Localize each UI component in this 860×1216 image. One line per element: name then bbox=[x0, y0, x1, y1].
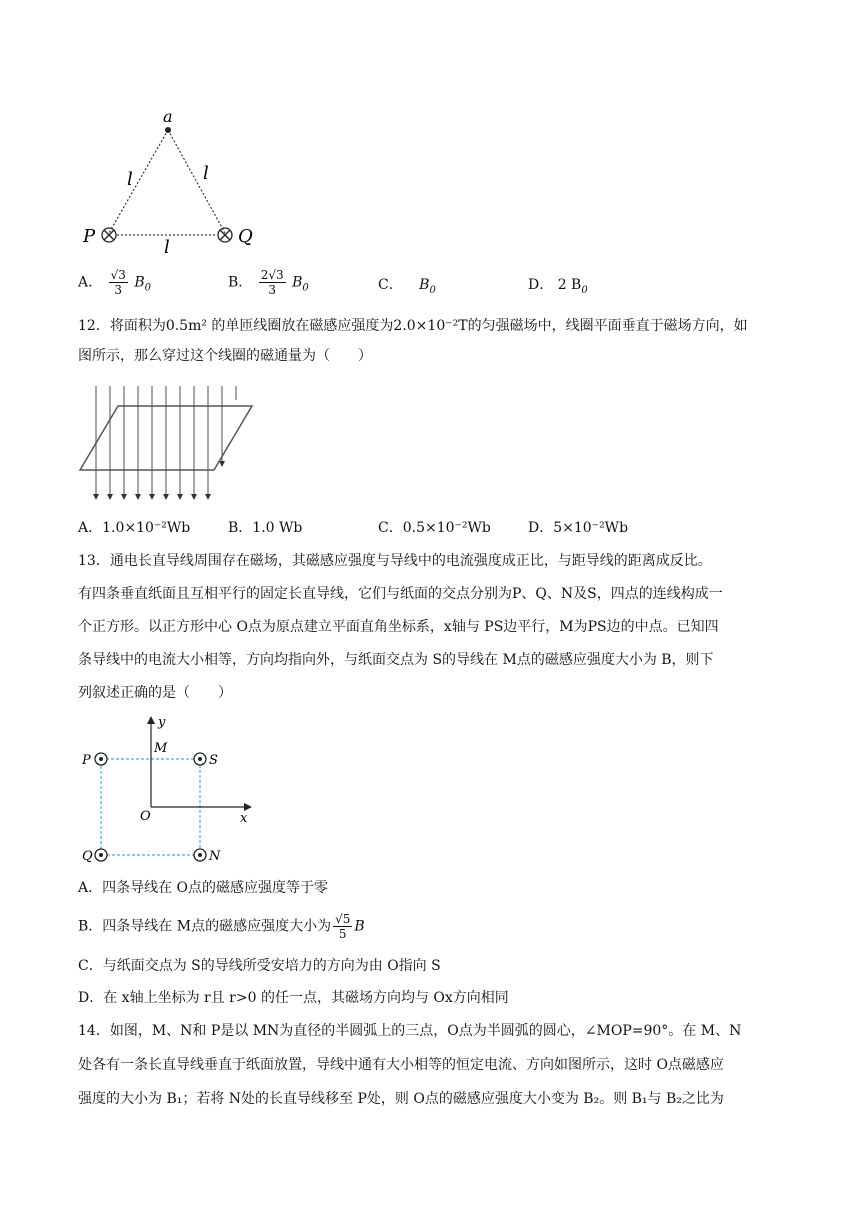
label-l-left: l bbox=[127, 169, 133, 190]
q12-option-a[interactable]: A．1.0×10⁻²Wb bbox=[78, 520, 191, 536]
q13-stem-line4: 条导线中的电流大小相等，方向均指向外，与纸面交点为 S的导线在 M点的磁感应强度大小为 B，则下 bbox=[78, 652, 714, 668]
label-O: O bbox=[140, 809, 151, 824]
q13-option-d[interactable]: D．在 x轴上坐标为 r且 r>0 的任一点，其磁场方向均与 Ox方向相同 bbox=[78, 990, 509, 1006]
label-N: N bbox=[209, 849, 221, 864]
point-a bbox=[165, 127, 171, 133]
q13-option-a[interactable]: A．四条导线在 O点的磁感应强度等于零 bbox=[78, 880, 329, 896]
q11-option-d[interactable]: D． 2 $B_0$ bbox=[528, 277, 588, 296]
fraction: $\frac{√3}{3}$ bbox=[110, 268, 126, 297]
q11-option-c[interactable]: C． $B_0$ bbox=[378, 277, 436, 296]
q13-option-c[interactable]: C．与纸面交点为 S的导线所受安培力的方向为由 O指向 S bbox=[78, 958, 441, 974]
coil-in-field-figure bbox=[78, 378, 258, 508]
label-P: P bbox=[83, 226, 96, 247]
q12-stem-line2: 图所示，那么穿过这个线圈的磁通量为（ ） bbox=[78, 348, 372, 364]
label-x: x bbox=[240, 811, 248, 826]
label-S: S bbox=[209, 753, 218, 768]
wire-N-out-of-page-icon bbox=[194, 849, 206, 861]
label-l-right: l bbox=[203, 163, 209, 184]
q12-option-d[interactable]: D．5×10⁻²Wb bbox=[528, 520, 629, 536]
q13-stem-line1: 13．通电长直导线周围存在磁场，其磁感应强度与导线中的电流强度成正比，与距导线的距离成反比。 bbox=[78, 553, 712, 569]
q12-stem-line1: 12．将面积为0.5m² 的单匝线圈放在磁感应强度为2.0×10⁻²T的匀强磁场中，线圈平面垂直于磁场方向，如 bbox=[78, 318, 748, 334]
label-P: P bbox=[82, 753, 91, 768]
q11-option-b[interactable]: B． $\frac{2√3}{3}$ $B_0$ bbox=[228, 268, 309, 297]
q13-stem-line5: 列叙述正确的是（ ） bbox=[78, 685, 232, 701]
q13-option-b[interactable]: B．四条导线在 M点的磁感应强度大小为 $\frac{√5}{5}$ B bbox=[78, 912, 365, 941]
wire-P-into-page-icon bbox=[102, 228, 116, 242]
label-y: y bbox=[158, 715, 166, 730]
label-Q: Q bbox=[238, 226, 253, 247]
q11-option-a[interactable]: A． $\frac{√3}{3}$ $B_0$ bbox=[78, 268, 151, 297]
q12-option-c[interactable]: C．0.5×10⁻²Wb bbox=[378, 520, 491, 536]
label-M: M bbox=[154, 741, 168, 756]
label-Q: Q bbox=[82, 849, 93, 864]
triangle-figure bbox=[75, 105, 275, 255]
q14-stem-line1: 14．如图，M、N和 P是以 MN为直径的半圆弧上的三点，O点为半圆弧的圆心，∠MOP=90°。在 M、N bbox=[78, 1023, 742, 1039]
q14-stem-line2: 处各有一条长直导线垂直于纸面放置，导线中通有大小相等的恒定电流、方向如图所示，这时 O点磁感应 bbox=[78, 1057, 724, 1073]
label-l-bottom: l bbox=[164, 237, 170, 255]
wire-Q-into-page-icon bbox=[218, 228, 232, 242]
q12-option-b[interactable]: B．1.0 Wb bbox=[228, 520, 303, 536]
wire-S-out-of-page-icon bbox=[194, 753, 206, 765]
q13-stem-line3: 个正方形。以正方形中心 O点为原点建立平面直角坐标系，x轴与 PS边平行，M为PS边的中点。已知四 bbox=[78, 619, 719, 635]
q13-stem-line2: 有四条垂直纸面且互相平行的固定长直导线，它们与纸面的交点分别为P、Q、N及S，四点的连线构成一 bbox=[78, 586, 723, 602]
wire-P-out-of-page-icon bbox=[95, 753, 107, 765]
q14-stem-line3: 强度的大小为 B₁；若将 N处的长直导线移至 P处，则 O点的磁感应强度大小变为 B₂。则 B₁与 B₂之比为 bbox=[78, 1091, 724, 1107]
fraction: $\frac{√5}{5}$ bbox=[335, 912, 351, 941]
label-a: a bbox=[163, 107, 173, 126]
square-wires-figure bbox=[78, 712, 268, 872]
fraction: $\frac{2√3}{3}$ bbox=[260, 268, 284, 297]
wire-Q-out-of-page-icon bbox=[95, 849, 107, 861]
